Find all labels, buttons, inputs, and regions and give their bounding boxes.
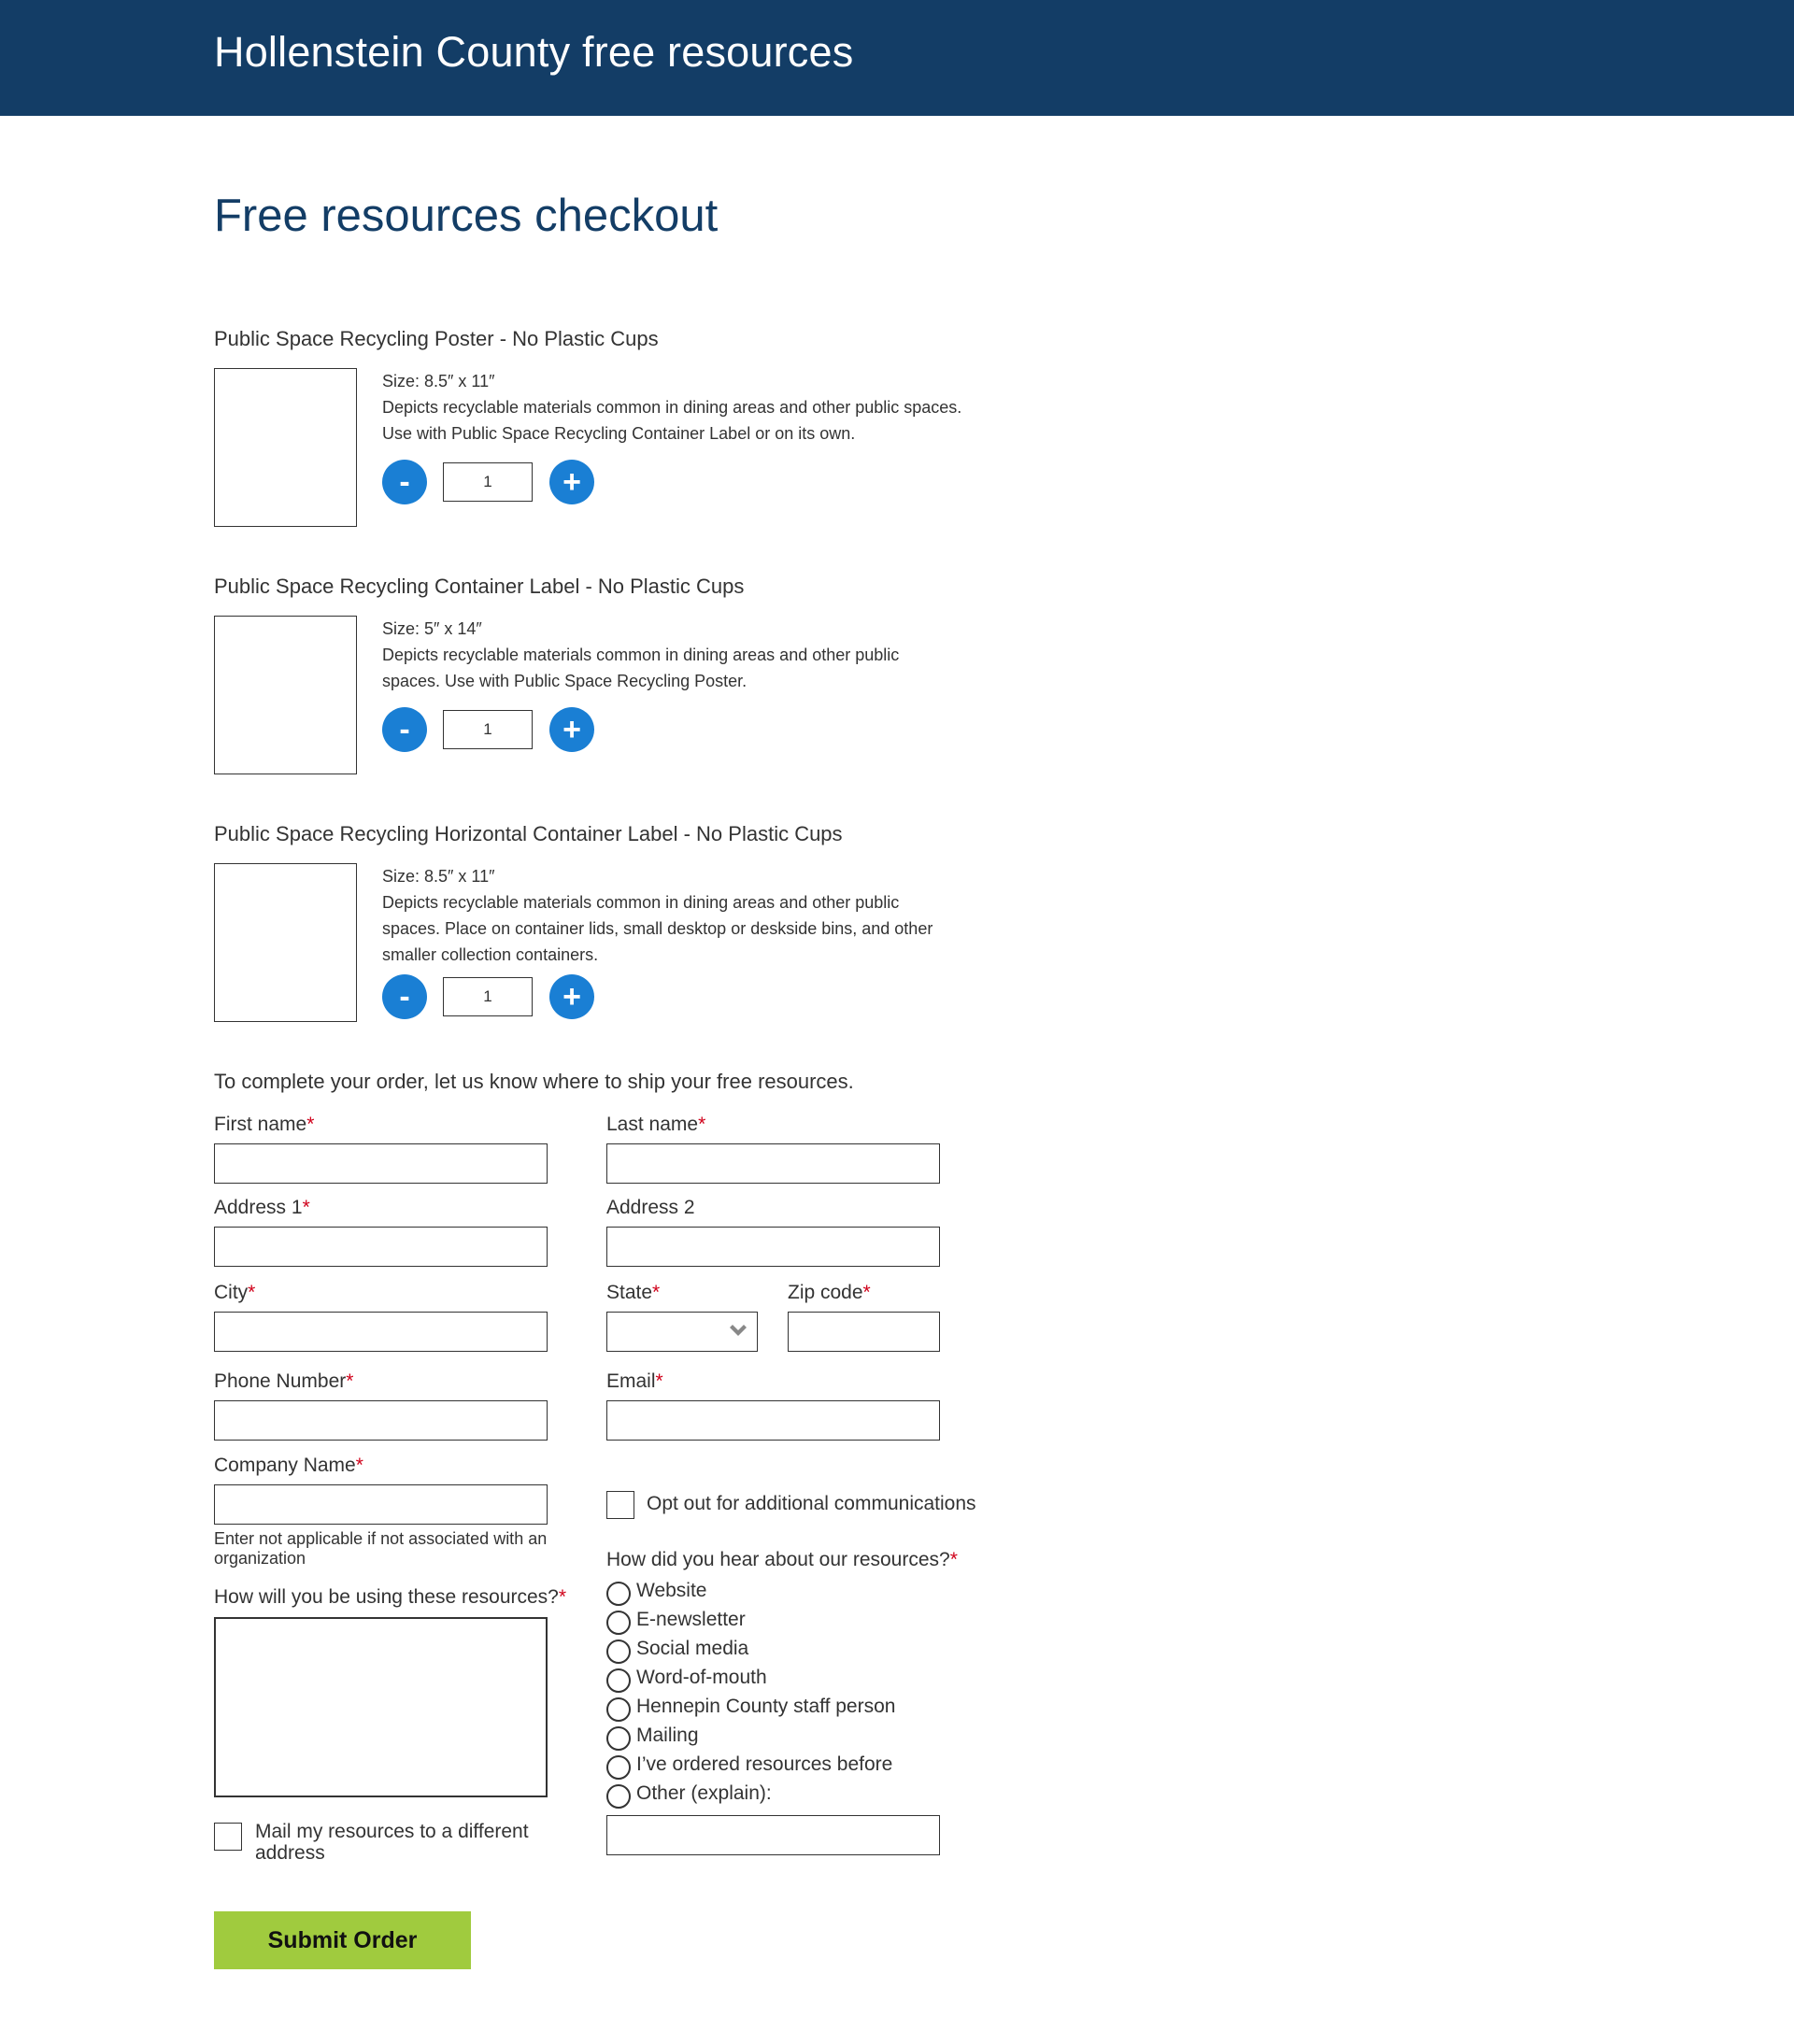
radio-label: Word-of-mouth bbox=[636, 1667, 767, 1688]
company-help-text: Enter not applicable if not associated with an organization bbox=[214, 1529, 548, 1568]
product-name: Public Space Recycling Container Label - No Plastic Cups bbox=[214, 575, 745, 598]
required-marker: * bbox=[355, 1455, 363, 1476]
product-name: Public Space Recycling Horizontal Container Label - No Plastic Cups bbox=[214, 822, 843, 845]
quantity-stepper bbox=[382, 707, 625, 752]
state-label-text: State bbox=[606, 1282, 653, 1303]
radio-label: I’ve ordered resources before bbox=[636, 1753, 893, 1775]
product-item bbox=[214, 327, 1055, 532]
quantity-stepper bbox=[382, 974, 625, 1019]
radio-button[interactable] bbox=[606, 1697, 631, 1722]
decrease-quantity-button[interactable]: - bbox=[382, 974, 427, 1019]
product-description: Depicts recyclable materials common in dining areas and other public spaces. Use with Public Space Recycling Container Label or on its own. bbox=[382, 398, 962, 443]
hear-option-social-media[interactable] bbox=[606, 1638, 980, 1664]
hear-about-label bbox=[606, 1549, 958, 1571]
address1-label-text: Address 1 bbox=[214, 1197, 303, 1218]
company-label-text: Company Name bbox=[214, 1455, 356, 1476]
required-marker: * bbox=[346, 1370, 354, 1392]
other-explain-input[interactable] bbox=[606, 1815, 940, 1855]
product-info bbox=[382, 616, 933, 694]
radio-button[interactable] bbox=[606, 1582, 631, 1606]
radio-label: E-newsletter bbox=[636, 1609, 746, 1630]
address1-input[interactable] bbox=[214, 1227, 548, 1267]
required-marker: * bbox=[652, 1282, 661, 1303]
address1-label bbox=[214, 1197, 310, 1219]
site-header bbox=[0, 0, 1794, 116]
shipping-intro: To complete your order, let us know where to ship your free resources. bbox=[214, 1070, 854, 1093]
company-input[interactable] bbox=[214, 1484, 548, 1525]
hear-about-label-text: How did you hear about our resources? bbox=[606, 1549, 950, 1570]
hear-option-website[interactable] bbox=[606, 1580, 980, 1606]
email-label-text: Email bbox=[606, 1370, 656, 1392]
decrease-quantity-button[interactable]: - bbox=[382, 460, 427, 504]
hear-option-e-newsletter[interactable] bbox=[606, 1609, 980, 1635]
radio-label: Mailing bbox=[636, 1725, 699, 1746]
city-label-text: City bbox=[214, 1282, 249, 1303]
address2-input[interactable] bbox=[606, 1227, 940, 1267]
email-input[interactable] bbox=[606, 1400, 940, 1441]
increase-quantity-button[interactable]: + bbox=[549, 460, 594, 504]
company-label bbox=[214, 1455, 363, 1477]
hear-option-staff-person[interactable] bbox=[606, 1696, 980, 1722]
required-marker: * bbox=[655, 1370, 663, 1392]
radio-button[interactable] bbox=[606, 1755, 631, 1780]
radio-button[interactable] bbox=[606, 1726, 631, 1751]
last-name-label bbox=[606, 1114, 705, 1136]
increase-quantity-button[interactable]: + bbox=[549, 707, 594, 752]
radio-button[interactable] bbox=[606, 1784, 631, 1809]
city-input[interactable] bbox=[214, 1312, 548, 1352]
address2-label bbox=[606, 1197, 695, 1219]
product-thumbnail bbox=[214, 616, 357, 774]
required-marker: * bbox=[698, 1114, 706, 1135]
quantity-input[interactable]: 1 bbox=[443, 977, 533, 1016]
page-title: Free resources checkout bbox=[214, 191, 719, 241]
increase-quantity-button[interactable]: + bbox=[549, 974, 594, 1019]
required-marker: * bbox=[302, 1197, 310, 1218]
product-description: Depicts recyclable materials common in dining areas and other public spaces. Use with Public Space Recycling Poster. bbox=[382, 646, 900, 690]
phone-label-text: Phone Number bbox=[214, 1370, 347, 1392]
quantity-input[interactable]: 1 bbox=[443, 710, 533, 749]
hear-option-other[interactable] bbox=[606, 1782, 980, 1809]
usage-textarea[interactable] bbox=[214, 1617, 548, 1797]
product-item bbox=[214, 575, 1055, 780]
required-marker: * bbox=[949, 1549, 958, 1570]
quantity-stepper bbox=[382, 460, 625, 504]
hear-option-ordered-before[interactable] bbox=[606, 1753, 980, 1780]
radio-button[interactable] bbox=[606, 1639, 631, 1664]
first-name-input[interactable] bbox=[214, 1143, 548, 1184]
radio-label: Other (explain): bbox=[636, 1782, 772, 1804]
product-info bbox=[382, 863, 933, 968]
zip-label-text: Zip code bbox=[788, 1282, 863, 1303]
radio-label: Hennepin County staff person bbox=[636, 1696, 896, 1717]
required-marker: * bbox=[248, 1282, 256, 1303]
product-thumbnail bbox=[214, 368, 357, 527]
product-name: Public Space Recycling Poster - No Plastic Cups bbox=[214, 327, 659, 350]
product-size: Size: 8.5″ x 11″ bbox=[382, 867, 495, 886]
usage-label-text: How will you be using these resources? bbox=[214, 1586, 559, 1608]
zip-label bbox=[788, 1282, 871, 1304]
state-label bbox=[606, 1282, 660, 1304]
product-size: Size: 8.5″ x 11″ bbox=[382, 372, 495, 390]
product-item bbox=[214, 822, 1055, 1028]
product-description: Depicts recyclable materials common in dining areas and other public spaces. Place on container lids, small desktop or deskside bins, and other smaller collection containers. bbox=[382, 893, 933, 964]
zip-input[interactable] bbox=[788, 1312, 940, 1352]
decrease-quantity-button[interactable]: - bbox=[382, 707, 427, 752]
product-info bbox=[382, 368, 980, 447]
first-name-label-text: First name bbox=[214, 1114, 307, 1135]
last-name-label-text: Last name bbox=[606, 1114, 699, 1135]
first-name-label bbox=[214, 1114, 314, 1136]
radio-label: Website bbox=[636, 1580, 707, 1601]
radio-label: Social media bbox=[636, 1638, 749, 1659]
city-label bbox=[214, 1282, 255, 1304]
opt-out-checkbox[interactable] bbox=[606, 1491, 634, 1519]
hear-option-word-of-mouth[interactable] bbox=[606, 1667, 980, 1693]
submit-order-button[interactable]: Submit Order bbox=[214, 1911, 471, 1969]
hear-option-mailing[interactable] bbox=[606, 1725, 980, 1751]
state-select[interactable] bbox=[606, 1312, 758, 1352]
opt-out-label: Opt out for additional communications bbox=[647, 1493, 976, 1514]
required-marker: * bbox=[306, 1114, 315, 1135]
email-label bbox=[606, 1370, 663, 1393]
required-marker: * bbox=[558, 1586, 567, 1608]
radio-button[interactable] bbox=[606, 1668, 631, 1693]
mail-different-address-checkbox[interactable] bbox=[214, 1823, 242, 1851]
product-thumbnail bbox=[214, 863, 357, 1022]
radio-button[interactable] bbox=[606, 1611, 631, 1635]
required-marker: * bbox=[862, 1282, 871, 1303]
mail-different-address-label: Mail my resources to a different address bbox=[255, 1821, 529, 1864]
usage-label bbox=[214, 1586, 566, 1609]
chevron-down-icon bbox=[727, 1320, 749, 1342]
product-size: Size: 5″ x 14″ bbox=[382, 619, 482, 638]
address2-label-text: Address 2 bbox=[606, 1197, 695, 1218]
phone-input[interactable] bbox=[214, 1400, 548, 1441]
phone-label bbox=[214, 1370, 353, 1393]
quantity-input[interactable]: 1 bbox=[443, 462, 533, 502]
site-title: Hollenstein County free resources bbox=[214, 28, 854, 76]
last-name-input[interactable] bbox=[606, 1143, 940, 1184]
